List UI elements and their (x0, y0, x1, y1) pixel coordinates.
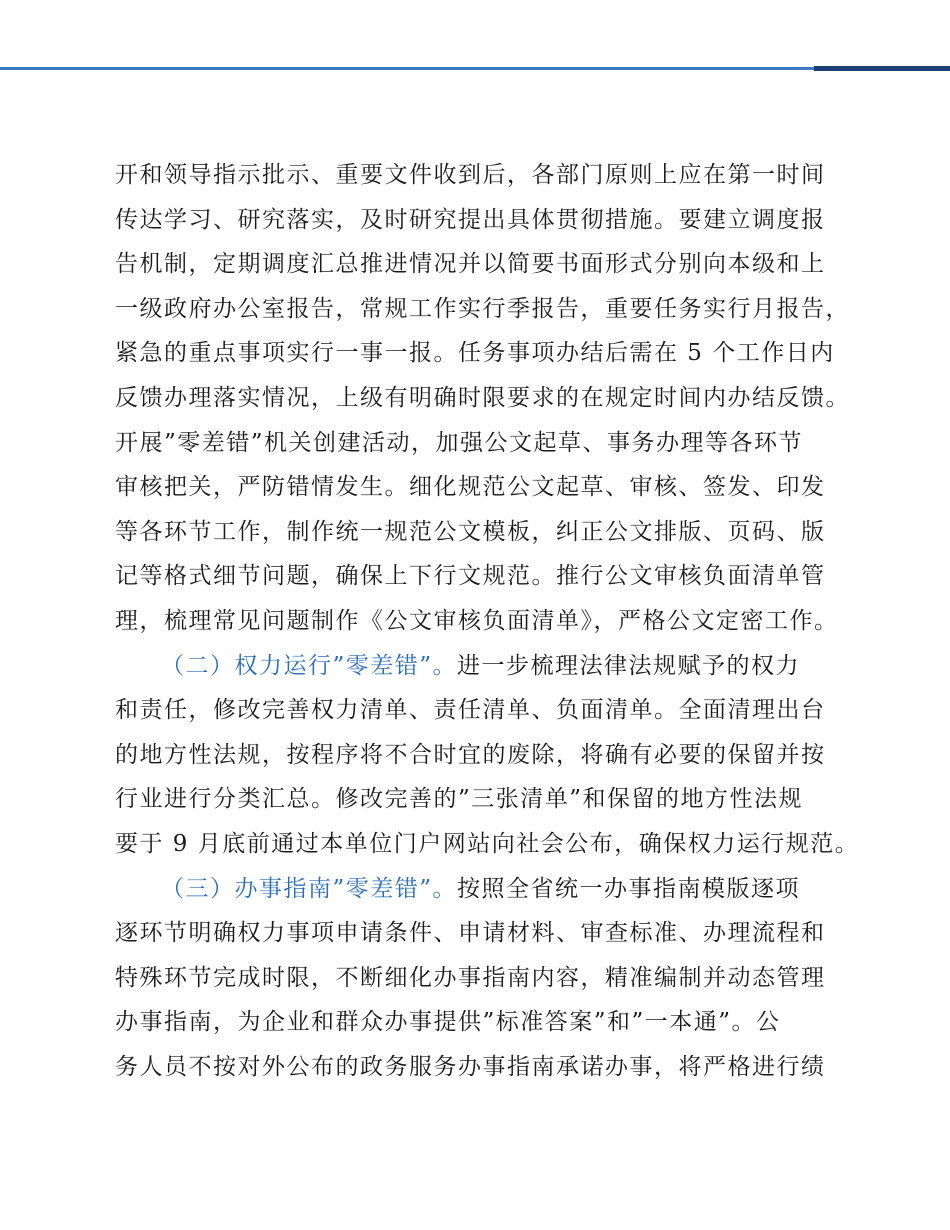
body-line: 传达学习、研究落实，及时研究提出具体贯彻措施。要建立调度报 (115, 206, 826, 233)
body-line: 要于 9 月底前通过本单位门户网站向社会公布，确保权力运行规范。 (115, 830, 860, 857)
document-body (115, 153, 860, 1089)
body-line: 开和领导指示批示、重要文件收到后，各部门原则上应在第一时间 (115, 162, 826, 188)
body-line: 逐环节明确权力事项申请条件、申请材料、审查标准、办理流程和 (115, 920, 826, 947)
section-2-heading: （二）权力运行”零差错”。 (161, 652, 458, 679)
section-3-first-line (115, 867, 837, 912)
body-line: 和责任，修改完善权力清单、责任清单、负面清单。全面清理出台 (115, 697, 826, 724)
body-line: 开展”零差错”机关创建活动，加强公文起草、事务办理等各环节 (115, 429, 804, 456)
body-line: 理，梳理常见问题制作《公文审核负面清单》，严格公文定密工作。 (115, 607, 839, 634)
body-line: 反馈办理落实情况，上级有明确时限要求的在规定时间内办结反馈。 (115, 384, 850, 411)
section-3-heading: （三）办事指南”零差错”。 (161, 875, 458, 902)
body-line: 紧急的重点事项实行一事一报。任务事项办结后需在 5 个工作日内 (115, 340, 835, 367)
header-rule-accent (814, 66, 950, 71)
section-2-first-line (115, 644, 837, 689)
section-2-first-line-text: 进一步梳理法律法规赋予的权力 (457, 652, 801, 679)
body-line: 审核把关，严防错情发生。细化规范公文起草、审核、签发、印发 (115, 474, 826, 501)
body-line: 等各环节工作，制作统一规范公文模板，纠正公文排版、页码、版 (115, 518, 826, 545)
body-line: 特殊环节完成时限，不断细化办事指南内容，精准编制并动态管理 (115, 964, 826, 991)
body-line: 的地方性法规，按程序将不合时宜的废除，将确有必要的保留并按 (115, 741, 826, 768)
section-3-first-line-text: 按照全省统一办事指南模版逐项 (457, 875, 801, 902)
body-line: 办事指南，为企业和群众办事提供”标准答案”和”一本通”。公 (115, 1009, 781, 1036)
body-line: 行业进行分类汇总。修改完善的”三张清单”和保留的地方性法规 (115, 786, 804, 813)
body-line: 一级政府办公室报告，常规工作实行季报告，重要任务实行月报告， (115, 295, 850, 322)
body-line: 务人员不按对外公布的政务服务办事指南承诺办事，将严格进行绩 (115, 1053, 826, 1080)
header-rule (0, 0, 950, 70)
body-line: 告机制，定期调度汇总推进情况并以简要书面形式分别向本级和上 (115, 251, 826, 278)
body-line: 记等格式细节问题，确保上下行文规范。推行公文审核负面清单管 (115, 563, 826, 590)
header-rule-line (0, 67, 950, 70)
